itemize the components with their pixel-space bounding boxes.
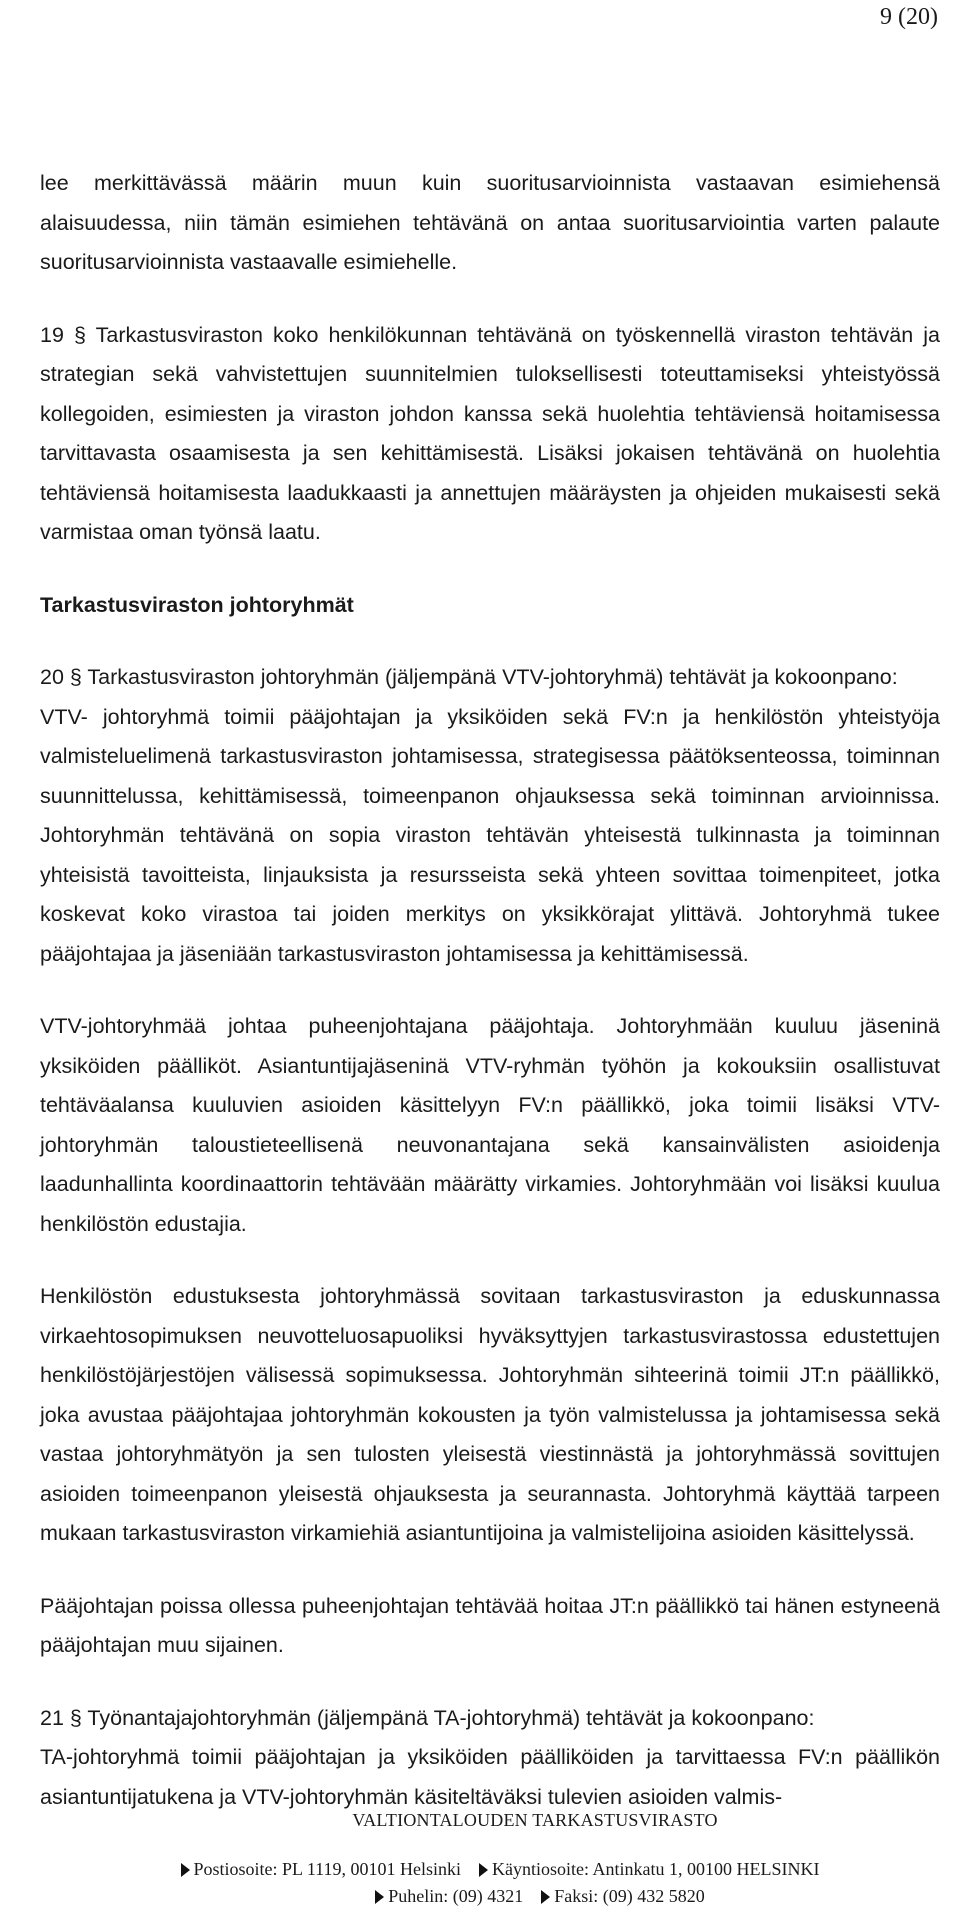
paragraph-substitute: Pääjohtajan poissa ollessa puheenjohtajan tehtävää hoitaa JT:n päällikkö tai hänen estyneenä pääjohtajan muu sijainen.: [40, 1593, 940, 1657]
arrow-right-icon: [375, 1890, 384, 1904]
footer-phone-text: Puhelin: (09) 4321: [388, 1886, 524, 1906]
arrow-right-icon: [479, 1863, 488, 1877]
arrow-right-icon: [541, 1890, 550, 1904]
footer-address-row: [40, 1859, 960, 1880]
arrow-right-icon: [181, 1863, 190, 1877]
page-footer: [0, 1810, 960, 1907]
paragraph-chair: VTV-johtoryhmää johtaa puheenjohtajana pääjohtaja. Johtoryhmään kuuluu jäseninä yksiköiden päälliköt. Asiantuntijajäseninä VTV-ryhmän työhön ja kokouksiin osallistuvat tehtäväalansa kuuluvien asioiden käsittelyyn FV:n päällikkö, joka toimii lisäksi VTV-johtoryhmän taloustieteellisenä neuvonantajana sekä kansainvälisten asioidenja laadunhallinta koordinaattorin tehtävään määrätty virkamies. Johtoryhmään voi lisäksi kuulua henkilöstön edustajia.: [40, 1014, 940, 1236]
footer-organization: VALTIONTALOUDEN TARKASTUSVIRASTO: [352, 1810, 718, 1830]
paragraph-21-body: TA-johtoryhmä toimii pääjohtajan ja yksiköiden päälliköiden ja tarvittaessa FV:n päällikön asiantuntijatukena ja VTV-johtoryhmän käsiteltäväksi tulevien asioiden valmis-: [40, 1745, 940, 1809]
paragraph-20: 20 § Tarkastusviraston johtoryhmän (jäljempänä VTV-johtoryhmä) tehtävät ja kokoonpano:: [40, 665, 898, 689]
footer-phone: [375, 1886, 523, 1907]
paragraph-20-body: VTV- johtoryhmä toimii pääjohtajan ja yksiköiden sekä FV:n ja henkilöstön yhteistyöja valmisteluelimenä tarkastusviraston johtamisessa, strategisessa päätöksenteossa, toiminnan suunnittelussa, kehittämisessä, toimeenpanon ohjauksessa sekä toiminnan arvioinnissa. Johtoryhmän tehtävänä on sopia viraston tehtävän yhteisestä tulkinnasta ja toiminnan yhteisistä tavoitteista, linjauksista ja resursseista sekä yhteen sovittaa toimenpiteet, jotka koskevat koko virastoa tai joiden merkitys on yksikkörajat ylittävä. Johtoryhmä tukee pääjohtajaa ja jäseniään tarkastusviraston johtamisessa ja kehittämisessä.: [40, 704, 940, 966]
document-body: [40, 164, 940, 1817]
footer-postal: [181, 1859, 462, 1880]
paragraph-21: 21 § Työnantajajohtoryhmän (jäljempänä TA-johtoryhmä) tehtävät ja kokoonpano:: [40, 1705, 815, 1730]
paragraph-staff-representation: Henkilöstön edustuksesta johtoryhmässä sovitaan tarkastusviraston ja eduskunnassa virkaehtosopimuksen neuvotteluosapuoliksi hyväksyttyjen tarkastusvirastossa edustettujen henkilöstöjärjestöjen välisessä sopimuksessa. Johtoryhmän sihteerinä toimii JT:n päällikkö, joka avustaa pääjohtajaa johtoryhmän kokousten ja työn valmistelussa ja johtamisessa sekä vastaa johtoryhmätyön ja sen tulosten yleisestä viestinnästä ja johtoryhmässä sovittujen asioiden toimeenpanon yleisestä ohjauksesta ja seurannasta. Johtoryhmä käyttää tarpeen mukaan tarkastusviraston virkamiehiä asiantuntijoina ja valmistelijoina asioiden käsittelyssä.: [40, 1284, 940, 1545]
paragraph-19: 19 § Tarkastusviraston koko henkilökunnan tehtävänä on työskennellä viraston tehtävän ja strategian sekä vahvistettujen suunnitelmien tuloksellisesti toteuttamiseksi yhteistyössä kollegoiden, esimiesten ja viraston johdon kanssa sekä huolehtia tehtäviensä hoitamisessa tarvittavasta osaamisesta ja sen kehittämisestä. Lisäksi jokaisen tehtävänä on huolehtia tehtäviensä hoitamisesta laadukkaasti ja annettujen määräysten ja ohjeiden mukaisesti sekä varmistaa oman työnsä laatu.: [40, 322, 940, 544]
footer-postal-text: Postiosoite: PL 1119, 00101 Helsinki: [193, 1859, 462, 1879]
footer-fax-text: Faksi: (09) 432 5820: [554, 1886, 705, 1906]
footer-fax: [541, 1886, 705, 1907]
section-heading: Tarkastusviraston johtoryhmät: [40, 592, 354, 617]
footer-visiting-text: Käyntiosoite: Antinkatu 1, 00100 HELSINKI: [492, 1859, 820, 1879]
paragraph-continued: lee merkittävässä määrin muun kuin suoritusarvioinnista vastaavan esimiehensä alaisuudessa, niin tämän esimiehen tehtävänä on antaa suoritusarviointia varten palaute suoritusarvioinnista vastaavalle esimiehelle.: [40, 171, 940, 274]
footer-visiting: [479, 1859, 819, 1880]
page-number: 9 (20): [880, 4, 938, 30]
footer-contact-row: [120, 1886, 960, 1907]
